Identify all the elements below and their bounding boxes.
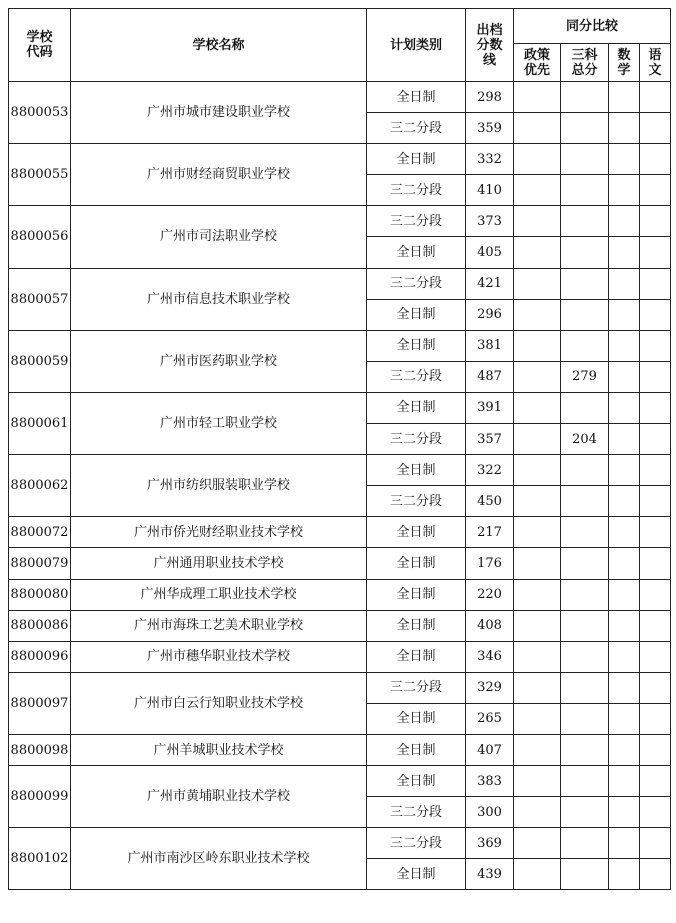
chinese-cell xyxy=(640,268,671,299)
plan-type: 三二分段 xyxy=(367,206,466,237)
score-line: 410 xyxy=(466,175,514,206)
policy-priority-cell xyxy=(514,237,561,268)
policy-priority-cell xyxy=(514,299,561,330)
chinese-cell xyxy=(640,330,671,361)
three-subject-total-cell xyxy=(561,610,609,641)
table-row xyxy=(9,766,671,797)
chinese-cell xyxy=(640,175,671,206)
school-code: 8800102 xyxy=(9,828,71,890)
score-line: 450 xyxy=(466,486,514,517)
school-code: 8800098 xyxy=(9,734,71,765)
math-cell xyxy=(609,424,640,455)
score-line: 300 xyxy=(466,797,514,828)
school-code: 8800079 xyxy=(9,548,71,579)
table-row xyxy=(9,828,671,859)
school-name: 广州羊城职业技术学校 xyxy=(71,734,367,765)
score-line: 408 xyxy=(466,610,514,641)
score-line: 373 xyxy=(466,206,514,237)
three-subject-total-cell xyxy=(561,548,609,579)
policy-priority-cell xyxy=(514,455,561,486)
table-row xyxy=(9,392,671,423)
school-code: 8800055 xyxy=(9,144,71,206)
policy-priority-cell xyxy=(514,175,561,206)
chinese-cell xyxy=(640,517,671,548)
policy-priority-cell xyxy=(514,486,561,517)
policy-priority-cell xyxy=(514,361,561,392)
three-subject-total-cell xyxy=(561,641,609,672)
policy-priority-cell xyxy=(514,268,561,299)
math-cell xyxy=(609,548,640,579)
policy-priority-cell xyxy=(514,144,561,175)
plan-type: 三二分段 xyxy=(367,486,466,517)
header-chinese: 语 文 xyxy=(640,44,671,82)
table-row xyxy=(9,734,671,765)
table-row xyxy=(9,330,671,361)
policy-priority-cell xyxy=(514,424,561,455)
chinese-cell xyxy=(640,206,671,237)
school-code: 8800096 xyxy=(9,641,71,672)
plan-type: 三二分段 xyxy=(367,113,466,144)
score-line: 265 xyxy=(466,703,514,734)
score-line: 346 xyxy=(466,641,514,672)
school-code: 8800099 xyxy=(9,766,71,828)
math-cell xyxy=(609,672,640,703)
plan-type: 全日制 xyxy=(367,859,466,890)
three-subject-total-cell xyxy=(561,579,609,610)
chinese-cell xyxy=(640,455,671,486)
policy-priority-cell xyxy=(514,579,561,610)
plan-type: 三二分段 xyxy=(367,268,466,299)
score-line: 383 xyxy=(466,766,514,797)
three-subject-total-cell xyxy=(561,734,609,765)
math-cell xyxy=(609,268,640,299)
math-cell xyxy=(609,175,640,206)
table-row xyxy=(9,548,671,579)
school-code: 8800080 xyxy=(9,579,71,610)
table-row xyxy=(9,206,671,237)
score-line: 332 xyxy=(466,144,514,175)
header-math: 数 学 xyxy=(609,44,640,82)
school-code: 8800072 xyxy=(9,517,71,548)
three-subject-total-cell xyxy=(561,144,609,175)
three-subject-total-cell xyxy=(561,672,609,703)
plan-type: 全日制 xyxy=(367,330,466,361)
plan-type: 全日制 xyxy=(367,548,466,579)
score-line: 421 xyxy=(466,268,514,299)
school-code: 8800053 xyxy=(9,82,71,144)
math-cell xyxy=(609,330,640,361)
math-cell xyxy=(609,206,640,237)
score-line: 381 xyxy=(466,330,514,361)
plan-type: 全日制 xyxy=(367,641,466,672)
policy-priority-cell xyxy=(514,206,561,237)
header-three-subject-total: 三科 总分 xyxy=(561,44,609,82)
chinese-cell xyxy=(640,237,671,268)
table-row xyxy=(9,610,671,641)
table-row xyxy=(9,82,671,113)
plan-type: 三二分段 xyxy=(367,175,466,206)
chinese-cell xyxy=(640,703,671,734)
header-policy-priority: 政策 优先 xyxy=(514,44,561,82)
school-name: 广州市南沙区岭东职业技术学校 xyxy=(71,828,367,890)
three-subject-total-cell xyxy=(561,82,609,113)
plan-type: 全日制 xyxy=(367,82,466,113)
chinese-cell xyxy=(640,548,671,579)
school-code: 8800057 xyxy=(9,268,71,330)
score-line: 405 xyxy=(466,237,514,268)
school-name: 广州市白云行知职业技术学校 xyxy=(71,672,367,734)
school-name: 广州市医药职业学校 xyxy=(71,330,367,392)
policy-priority-cell xyxy=(514,610,561,641)
school-name: 广州华成理工职业技术学校 xyxy=(71,579,367,610)
three-subject-total-cell xyxy=(561,175,609,206)
chinese-cell xyxy=(640,361,671,392)
school-name: 广州市司法职业学校 xyxy=(71,206,367,268)
plan-type: 全日制 xyxy=(367,455,466,486)
math-cell xyxy=(609,299,640,330)
policy-priority-cell xyxy=(514,548,561,579)
math-cell xyxy=(609,361,640,392)
three-subject-total-cell xyxy=(561,486,609,517)
score-line: 359 xyxy=(466,113,514,144)
school-name: 广州市黄埔职业技术学校 xyxy=(71,766,367,828)
policy-priority-cell xyxy=(514,859,561,890)
math-cell xyxy=(609,797,640,828)
score-line: 322 xyxy=(466,455,514,486)
three-subject-total-cell xyxy=(561,268,609,299)
score-line: 298 xyxy=(466,82,514,113)
plan-type: 全日制 xyxy=(367,144,466,175)
math-cell xyxy=(609,859,640,890)
policy-priority-cell xyxy=(514,828,561,859)
policy-priority-cell xyxy=(514,766,561,797)
policy-priority-cell xyxy=(514,113,561,144)
plan-type: 全日制 xyxy=(367,299,466,330)
school-code: 8800061 xyxy=(9,392,71,454)
school-code: 8800062 xyxy=(9,455,71,517)
header-score-line: 出档 分数 线 xyxy=(466,9,514,82)
header-same-score-compare: 同分比较 xyxy=(514,9,671,44)
school-name: 广州市穗华职业技术学校 xyxy=(71,641,367,672)
plan-type: 全日制 xyxy=(367,734,466,765)
table-row xyxy=(9,144,671,175)
three-subject-total-cell xyxy=(561,455,609,486)
policy-priority-cell xyxy=(514,734,561,765)
math-cell xyxy=(609,734,640,765)
three-subject-total-cell xyxy=(561,330,609,361)
chinese-cell xyxy=(640,859,671,890)
score-line: 391 xyxy=(466,392,514,423)
math-cell xyxy=(609,144,640,175)
score-line: 217 xyxy=(466,517,514,548)
math-cell xyxy=(609,703,640,734)
math-cell xyxy=(609,517,640,548)
header-school-code: 学校 代码 xyxy=(9,9,71,82)
three-subject-total-cell xyxy=(561,206,609,237)
plan-type: 全日制 xyxy=(367,392,466,423)
three-subject-total-cell xyxy=(561,392,609,423)
chinese-cell xyxy=(640,672,671,703)
school-name: 广州市轻工职业学校 xyxy=(71,392,367,454)
chinese-cell xyxy=(640,610,671,641)
header-school-name: 学校名称 xyxy=(71,9,367,82)
three-subject-total-cell xyxy=(561,517,609,548)
plan-type: 三二分段 xyxy=(367,828,466,859)
school-name: 广州市信息技术职业学校 xyxy=(71,268,367,330)
table-row xyxy=(9,268,671,299)
chinese-cell xyxy=(640,797,671,828)
school-name: 广州市海珠工艺美术职业学校 xyxy=(71,610,367,641)
school-code: 8800086 xyxy=(9,610,71,641)
chinese-cell xyxy=(640,144,671,175)
school-name: 广州市城市建设职业学校 xyxy=(71,82,367,144)
table-row xyxy=(9,672,671,703)
score-line: 329 xyxy=(466,672,514,703)
math-cell xyxy=(609,579,640,610)
policy-priority-cell xyxy=(514,797,561,828)
chinese-cell xyxy=(640,579,671,610)
policy-priority-cell xyxy=(514,392,561,423)
three-subject-total-cell: 204 xyxy=(561,424,609,455)
math-cell xyxy=(609,610,640,641)
score-line: 357 xyxy=(466,424,514,455)
plan-type: 全日制 xyxy=(367,517,466,548)
three-subject-total-cell xyxy=(561,828,609,859)
plan-type: 三二分段 xyxy=(367,672,466,703)
chinese-cell xyxy=(640,486,671,517)
three-subject-total-cell xyxy=(561,859,609,890)
table-row xyxy=(9,641,671,672)
math-cell xyxy=(609,455,640,486)
chinese-cell xyxy=(640,641,671,672)
math-cell xyxy=(609,486,640,517)
header-plan-type: 计划类别 xyxy=(367,9,466,82)
school-name: 广州通用职业技术学校 xyxy=(71,548,367,579)
chinese-cell xyxy=(640,734,671,765)
policy-priority-cell xyxy=(514,82,561,113)
three-subject-total-cell xyxy=(561,797,609,828)
table-row xyxy=(9,579,671,610)
three-subject-total-cell xyxy=(561,766,609,797)
plan-type: 三二分段 xyxy=(367,797,466,828)
math-cell xyxy=(609,113,640,144)
chinese-cell xyxy=(640,392,671,423)
math-cell xyxy=(609,392,640,423)
plan-type: 全日制 xyxy=(367,610,466,641)
school-name: 广州市纺织服装职业学校 xyxy=(71,455,367,517)
school-code: 8800059 xyxy=(9,330,71,392)
math-cell xyxy=(609,641,640,672)
three-subject-total-cell: 279 xyxy=(561,361,609,392)
policy-priority-cell xyxy=(514,703,561,734)
math-cell xyxy=(609,82,640,113)
plan-type: 全日制 xyxy=(367,579,466,610)
three-subject-total-cell xyxy=(561,703,609,734)
score-line: 439 xyxy=(466,859,514,890)
three-subject-total-cell xyxy=(561,113,609,144)
three-subject-total-cell xyxy=(561,299,609,330)
policy-priority-cell xyxy=(514,672,561,703)
plan-type: 全日制 xyxy=(367,237,466,268)
score-line: 296 xyxy=(466,299,514,330)
table-body xyxy=(9,82,671,890)
score-line: 176 xyxy=(466,548,514,579)
admission-score-table xyxy=(8,8,671,890)
math-cell xyxy=(609,766,640,797)
math-cell xyxy=(609,828,640,859)
school-name: 广州市财经商贸职业学校 xyxy=(71,144,367,206)
policy-priority-cell xyxy=(514,330,561,361)
plan-type: 三二分段 xyxy=(367,424,466,455)
school-name: 广州市侨光财经职业技术学校 xyxy=(71,517,367,548)
chinese-cell xyxy=(640,113,671,144)
chinese-cell xyxy=(640,828,671,859)
score-line: 369 xyxy=(466,828,514,859)
school-code: 8800097 xyxy=(9,672,71,734)
table-header xyxy=(9,9,671,82)
chinese-cell xyxy=(640,766,671,797)
chinese-cell xyxy=(640,299,671,330)
score-line: 487 xyxy=(466,361,514,392)
chinese-cell xyxy=(640,424,671,455)
policy-priority-cell xyxy=(514,641,561,672)
school-code: 8800056 xyxy=(9,206,71,268)
score-line: 407 xyxy=(466,734,514,765)
table-row xyxy=(9,455,671,486)
table-row xyxy=(9,517,671,548)
policy-priority-cell xyxy=(514,517,561,548)
plan-type: 全日制 xyxy=(367,766,466,797)
plan-type: 三二分段 xyxy=(367,361,466,392)
score-line: 220 xyxy=(466,579,514,610)
math-cell xyxy=(609,237,640,268)
chinese-cell xyxy=(640,82,671,113)
plan-type: 全日制 xyxy=(367,703,466,734)
three-subject-total-cell xyxy=(561,237,609,268)
